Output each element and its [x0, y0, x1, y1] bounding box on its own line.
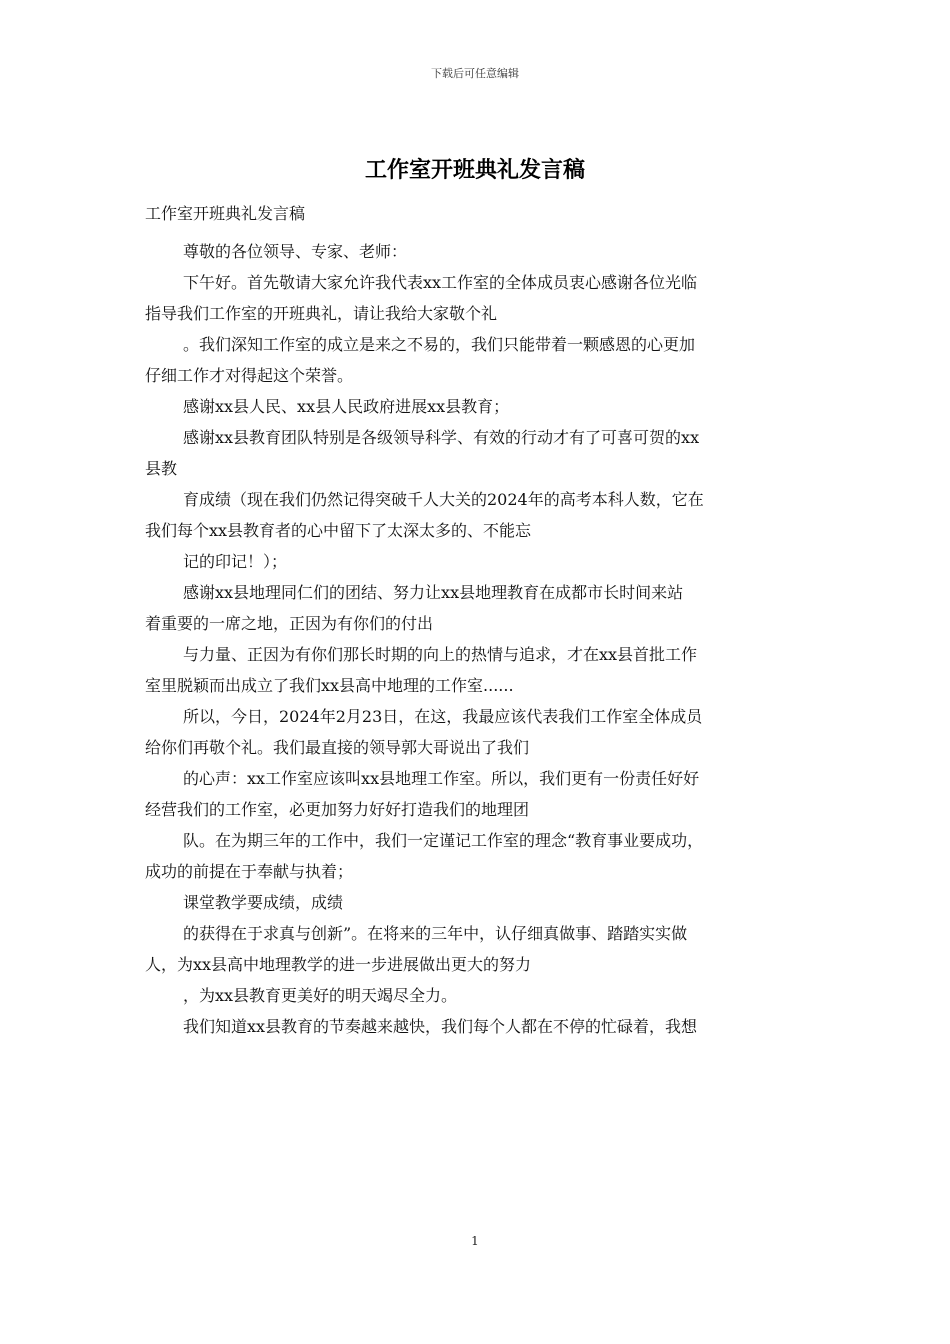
paragraph-line: 仔细工作才对得起这个荣誉。 — [145, 366, 354, 385]
document-body — [145, 198, 810, 1042]
paragraph-line: 县教 — [145, 459, 178, 478]
paragraph-line: 感谢xx县教育团队特别是各级领导科学、有效的行动才有了可喜可贺的xx — [183, 428, 700, 447]
paragraph-line: 所以，今日，2024年2月23日，在这，我最应该代表我们工作室全体成员 — [183, 707, 703, 726]
paragraph-line: 记的印记！）； — [183, 552, 288, 571]
paragraph-line: 感谢xx县人民、xx县人民政府进展xx县教育； — [183, 397, 510, 416]
paragraph-line: 队。在为期三年的工作中，我们一定谨记工作室的理念“教育事业要成功， — [183, 831, 704, 850]
paragraph-line: 给你们再敬个礼。我们最直接的领导郭大哥说出了我们 — [145, 738, 530, 757]
paragraph-line: 。我们深知工作室的成立是来之不易的，我们只能带着一颗感恩的心更加 — [183, 335, 696, 354]
paragraph-line: 与力量、正因为有你们那长时期的向上的热情与追求，才在xx县首批工作 — [183, 645, 698, 664]
paragraph-line: 人，为xx县高中地理教学的进一步进展做出更大的努力 — [145, 955, 532, 974]
paragraph-line: 的获得在于求真与创新”。在将来的三年中，认仔细真做事、踏踏实实做 — [183, 924, 688, 943]
page-number: 1 — [471, 1234, 479, 1248]
paragraph-line: 室里脱颖而出成立了我们xx县高中地理的工作室...... — [145, 676, 514, 695]
paragraph-line: 课堂教学要成绩，成绩 — [183, 893, 344, 912]
paragraph-line: 下午好。首先敬请大家允许我代表xx工作室的全体成员衷心感谢各位光临 — [183, 273, 698, 292]
paragraph-line: 育成绩（现在我们仍然记得突破千人大关的2024年的高考本科人数，它在 — [183, 490, 704, 509]
paragraph-line: 感谢xx县地理同仁们的团结、努力让xx县地理教育在成都市长时间来站 — [183, 583, 684, 602]
paragraph-line: 的心声：xx工作室应该叫xx县地理工作室。所以，我们更有一份责任好好 — [183, 769, 700, 788]
page-header: 下载后可任意编辑 — [431, 67, 519, 80]
document-title: 工作室开班典礼发言稿 — [364, 157, 585, 183]
paragraph-line: ，为xx县教育更美好的明天竭尽全力。 — [183, 986, 458, 1005]
paragraph-line: 我们每个xx县教育者的心中留下了太深太多的、不能忘 — [145, 521, 532, 540]
paragraph-line: 尊敬的各位领导、专家、老师： — [183, 242, 408, 261]
paragraph-line: 经营我们的工作室，必更加努力好好打造我们的地理团 — [145, 800, 530, 819]
paragraph-line: 成功的前提在于奉献与执着； — [145, 862, 354, 881]
paragraph-line: 指导我们工作室的开班典礼，请让我给大家敬个礼 — [145, 304, 498, 323]
paragraph-line: 着重要的一席之地，正因为有你们的付出 — [145, 614, 434, 633]
paragraph-line: 我们知道xx县教育的节奏越来越快，我们每个人都在不停的忙碌着，我想 — [183, 1017, 698, 1036]
paragraph-line: 工作室开班典礼发言稿 — [145, 204, 306, 223]
